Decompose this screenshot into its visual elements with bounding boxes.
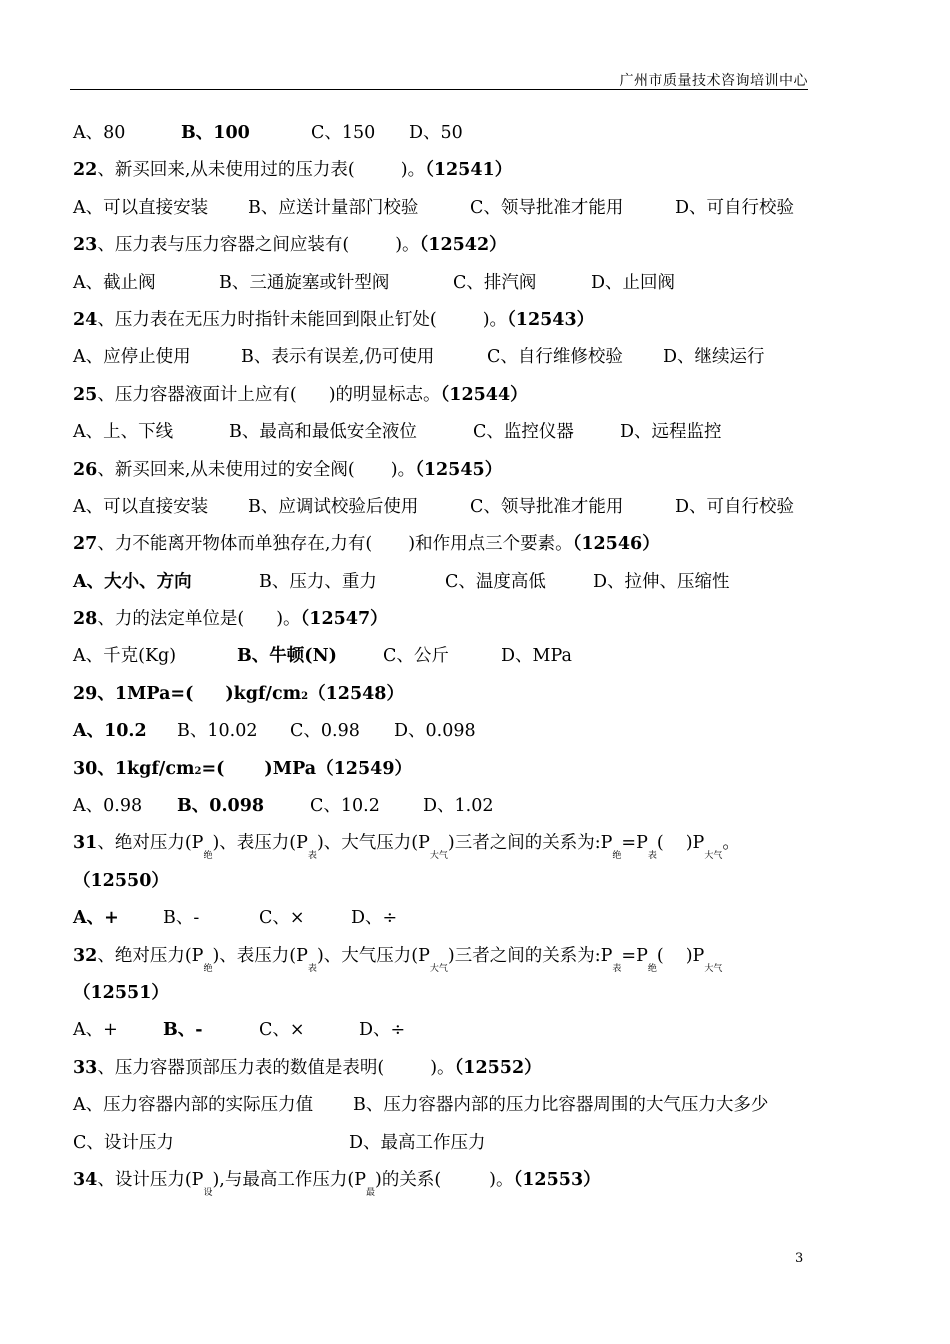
q32-text-6: (: [656, 945, 664, 966]
q33-options-cd: [73, 1128, 813, 1165]
q33-end: )。: [430, 1057, 455, 1078]
q32-sub-4: 表: [612, 963, 622, 974]
q30-stem: [73, 754, 813, 791]
q24-option-d: D、继续运行: [663, 347, 765, 368]
q33-number: 33: [73, 1057, 98, 1078]
q30-option-a: A、0.98: [73, 796, 143, 817]
q28-number: 28: [73, 609, 98, 630]
q23-option-a: A、截止阀: [73, 272, 156, 293]
q27-option-b: B、压力、重力: [259, 571, 377, 592]
q34-number: 34: [73, 1169, 98, 1190]
q28-code: （12547）: [300, 609, 388, 630]
q31-text-2: )、表压力(P: [212, 833, 308, 854]
q33-stem: [73, 1053, 813, 1090]
q32-option-a: A、+: [73, 1020, 118, 1041]
q22-options: [73, 193, 813, 230]
q28-option-c: C、公斤: [383, 646, 449, 667]
q25-number: 25: [73, 384, 98, 405]
q31-sub-1: 绝: [203, 851, 213, 862]
q32-text-2: )、表压力(P: [212, 945, 308, 966]
q30-option-d: D、1.02: [423, 796, 494, 817]
q23-option-c: C、排汽阀: [453, 272, 537, 293]
q32-number: 32: [73, 945, 98, 966]
q33-text: 、压力容器顶部压力表的数值是表明(: [97, 1057, 385, 1078]
q32-sub-5: 绝: [647, 963, 657, 974]
q31-number: 31: [73, 833, 98, 854]
q31-options: [73, 903, 813, 940]
q26-option-d: D、可自行校验: [675, 496, 795, 517]
q29-code: （12548）: [308, 683, 404, 704]
q33-code: （12552）: [454, 1057, 542, 1078]
header-divider: [70, 89, 808, 90]
q31-option-a: A、+: [73, 908, 119, 929]
q32-code-line: [73, 978, 813, 1015]
q27-text: 、力不能离开物体而单独存在,力有(: [97, 534, 373, 555]
q29-stem: [73, 679, 813, 716]
q23-stem: [73, 230, 813, 267]
q22-text: 、新买回来,从未使用过的压力表(: [97, 160, 355, 181]
q26-code: （12545）: [415, 459, 503, 480]
q32-stem: [73, 941, 813, 978]
q24-end: )。: [482, 309, 508, 330]
q31-code: （12550）: [73, 870, 169, 891]
q22-option-a: A、可以直接安装: [73, 197, 209, 218]
q23-end: )。: [395, 235, 420, 256]
q24-stem: [73, 305, 813, 342]
q31-sub-6: 大气: [704, 851, 723, 862]
q25-code: （12544）: [440, 384, 528, 405]
q29-end: )kgf/cm: [225, 683, 302, 704]
q32-code: （12551）: [73, 982, 169, 1003]
q34-end: )。: [489, 1169, 514, 1190]
q34-text-3: )的关系(: [375, 1169, 442, 1190]
q30-number: 30: [73, 758, 98, 779]
q24-options: [73, 342, 813, 379]
q31-text-5: =P: [621, 833, 648, 854]
q22-stem: [73, 155, 813, 192]
q34-code: （12553）: [513, 1169, 601, 1190]
q22-option-c: C、领导批准才能用: [470, 197, 624, 218]
q33-options-ab: [73, 1090, 813, 1127]
q21-option-c: C、150: [311, 123, 376, 143]
q27-option-c: C、温度高低: [445, 571, 546, 592]
q23-text: 、压力表与压力容器之间应装有(: [97, 235, 350, 256]
q34-stem: [73, 1165, 813, 1202]
q34-text-1: 、设计压力(P: [97, 1169, 204, 1190]
q30-option-c: C、10.2: [310, 796, 380, 817]
q32-text-5: =P: [621, 945, 648, 966]
q26-option-b: B、应调试校验后使用: [248, 496, 419, 517]
q30-text: 、1kgf/cm: [97, 758, 195, 779]
q25-end: )的明显标志。: [328, 384, 441, 405]
q22-end: )。: [400, 160, 426, 181]
q32-option-d: D、÷: [359, 1020, 406, 1041]
q26-option-a: A、可以直接安装: [73, 496, 209, 517]
q25-option-a: A、上、下线: [73, 422, 174, 443]
q27-number: 27: [73, 534, 98, 555]
q29-option-b: B、10.02: [177, 721, 258, 742]
q34-sub-1: 设: [203, 1187, 213, 1198]
q21-option-d: D、50: [409, 123, 463, 143]
q30-end: )MPa: [264, 758, 317, 779]
q29-option-d: D、0.098: [394, 721, 476, 742]
q26-number: 26: [73, 459, 98, 480]
q34-text-2: ),与最高工作压力(P: [212, 1169, 366, 1190]
q34-sub-2: 最: [365, 1187, 375, 1198]
q32-option-b: B、-: [163, 1020, 203, 1041]
q26-options: [73, 492, 813, 529]
q29-option-c: C、0.98: [290, 721, 360, 742]
q30-options: [73, 791, 813, 828]
q22-option-d: D、可自行校验: [675, 197, 795, 218]
q33-option-d: D、最高工作压力: [349, 1132, 486, 1153]
q29-unit-exponent: 2: [301, 690, 309, 702]
q25-option-d: D、远程监控: [620, 422, 722, 443]
q29-options: [73, 716, 813, 753]
q28-options: [73, 641, 813, 678]
q24-text: 、压力表在无压力时指针未能回到限止钉处(: [97, 309, 437, 330]
q31-sub-5: 表: [647, 851, 657, 862]
q24-option-b: B、表示有误差,仍可使用: [241, 347, 435, 368]
q32-text-3: )、大气压力(P: [316, 945, 430, 966]
question-list: [73, 118, 813, 1202]
q30-option-b: B、0.098: [177, 796, 265, 817]
q26-option-c: C、领导批准才能用: [470, 496, 624, 517]
q32-option-c: C、×: [259, 1020, 305, 1041]
q21-options: [73, 118, 813, 155]
page-number: 3: [795, 1251, 804, 1266]
q31-stem: [73, 828, 813, 865]
q31-option-c: C、×: [259, 908, 305, 929]
q33-option-c: C、设计压力: [73, 1132, 174, 1153]
q32-text-7: )P: [685, 945, 705, 966]
q25-text: 、压力容器液面计上应有(: [97, 384, 297, 405]
q28-option-a: A、千克(Kg): [73, 646, 177, 667]
q26-text: 、新买回来,从未使用过的安全阀(: [97, 459, 355, 480]
q31-text-6: (: [656, 833, 664, 854]
q31-option-b: B、-: [163, 908, 200, 929]
q22-number: 22: [73, 160, 98, 181]
q25-stem: [73, 380, 813, 417]
q22-option-b: B、应送计量部门校验: [248, 197, 419, 218]
q25-option-b: B、最高和最低安全液位: [229, 422, 417, 443]
q26-stem: [73, 455, 813, 492]
q31-code-line: [73, 866, 813, 903]
q21-option-b: B、100: [181, 123, 250, 143]
q25-options: [73, 417, 813, 454]
q32-sub-6: 大气: [704, 963, 723, 974]
q24-code: （12543）: [507, 309, 595, 330]
q32-text-1: 、绝对压力(P: [97, 945, 204, 966]
q27-end: )和作用点三个要素。: [408, 534, 573, 555]
q31-text-4: )三者之间的关系为:P: [447, 833, 613, 854]
q32-options: [73, 1015, 813, 1052]
q24-option-c: C、自行维修校验: [487, 347, 623, 368]
q24-number: 24: [73, 309, 98, 330]
q27-stem: [73, 529, 813, 566]
q28-end: )。: [276, 609, 301, 630]
q30-code: （12549）: [316, 758, 412, 779]
q31-sub-4: 绝: [612, 851, 622, 862]
q30-equals: =(: [201, 758, 225, 779]
q31-text-3: )、大气压力(P: [316, 833, 430, 854]
q33-option-a: A、压力容器内部的实际压力值: [73, 1095, 314, 1116]
q28-stem: [73, 604, 813, 641]
header-org: 广州市质量技术咨询培训中心: [619, 73, 808, 89]
q22-code: （12541）: [425, 160, 513, 181]
q23-code: （12542）: [419, 235, 507, 256]
q29-text: 、1MPa=(: [97, 683, 194, 704]
q31-sub-2: 表: [307, 851, 317, 862]
q32-sub-3: 大气: [429, 963, 448, 974]
q27-code: （12546）: [572, 534, 660, 555]
q31-sub-3: 大气: [429, 851, 448, 862]
q28-text: 、力的法定单位是(: [97, 609, 245, 630]
q23-option-d: D、止回阀: [591, 272, 676, 293]
q23-number: 23: [73, 235, 98, 256]
q31-text-8: 。: [722, 833, 740, 854]
q24-option-a: A、应停止使用: [73, 347, 191, 368]
q21-option-a: A、80: [73, 123, 126, 143]
q26-end: )。: [390, 459, 416, 480]
q23-options: [73, 268, 813, 305]
q29-number: 29: [73, 683, 98, 704]
q31-option-d: D、÷: [351, 908, 398, 929]
q33-option-b: B、压力容器内部的压力比容器周围的大气压力大多少: [353, 1095, 769, 1116]
q32-sub-1: 绝: [203, 963, 213, 974]
q28-option-d: D、MPa: [501, 646, 572, 667]
q32-sub-2: 表: [307, 963, 317, 974]
q27-options: [73, 567, 813, 604]
q27-option-a: A、大小、方向: [73, 571, 192, 592]
q25-option-c: C、监控仪器: [473, 422, 574, 443]
q28-option-b: B、牛顿(N): [237, 646, 337, 667]
q31-text-7: )P: [685, 833, 705, 854]
q31-text-1: 、绝对压力(P: [97, 833, 204, 854]
q27-option-d: D、拉伸、压缩性: [593, 571, 730, 592]
q29-option-a: A、10.2: [73, 721, 147, 742]
q32-text-4: )三者之间的关系为:P: [447, 945, 613, 966]
q23-option-b: B、三通旋塞或针型阀: [219, 272, 390, 293]
q30-unit-exponent: 2: [194, 765, 202, 777]
